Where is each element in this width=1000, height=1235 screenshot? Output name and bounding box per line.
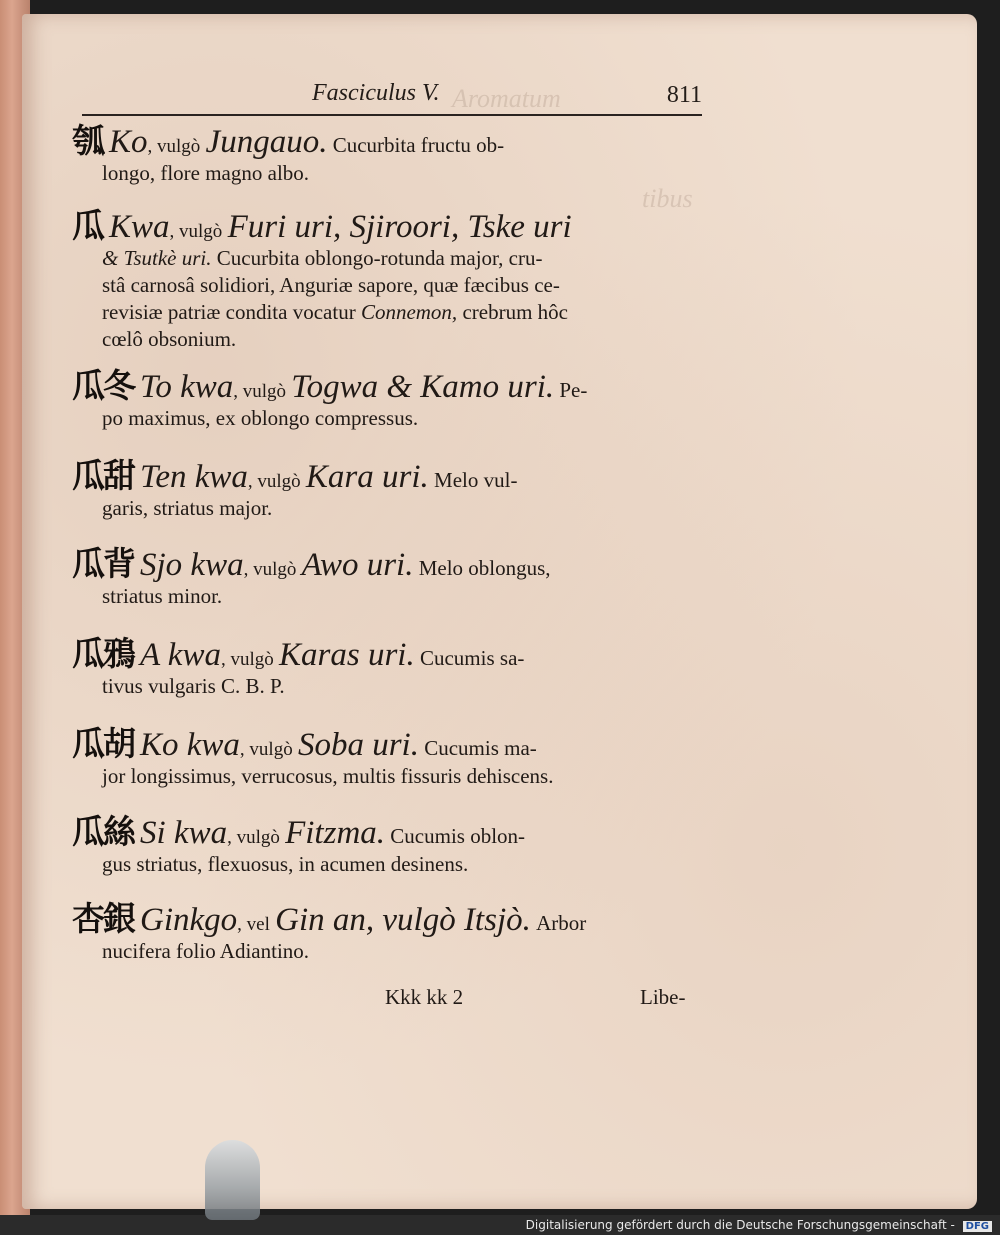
entry-ginkgo bbox=[72, 899, 712, 965]
description: crebrum hôc bbox=[462, 300, 568, 324]
kanji-glyphs: 瓜背 bbox=[72, 544, 134, 583]
vernacular-name: Jungauo. bbox=[205, 124, 328, 160]
book-page bbox=[22, 14, 977, 1209]
vernacular-name-cont: & Tsutkè uri. bbox=[102, 246, 212, 270]
description-line: stâ carnosâ solidiori, Anguriæ sapore, quæ fæcibus ce- bbox=[102, 273, 560, 297]
digitization-credit bbox=[526, 1218, 992, 1232]
entry-si-kwa bbox=[72, 812, 712, 878]
description: Cucumis sa- bbox=[419, 646, 525, 670]
description: Cucurbita fructu ob- bbox=[332, 133, 505, 157]
description: Cucurbita oblongo-rotunda major, cru- bbox=[216, 246, 543, 270]
description-line: nucifera folio Adiantino. bbox=[102, 939, 310, 963]
entry-ko bbox=[72, 121, 712, 187]
entry-name: Ten kwa bbox=[140, 459, 248, 495]
entry-a-kwa bbox=[72, 634, 712, 700]
vernacular-name: Furi uri, Sjiroori, Tske uri bbox=[227, 209, 572, 245]
running-header bbox=[82, 80, 702, 116]
vulgo-word: , vulgò bbox=[227, 827, 280, 848]
description-line: gus striatus, flexuosus, in acumen desinens. bbox=[102, 852, 469, 876]
show-through-text: Aromatum bbox=[452, 84, 561, 113]
vulgo-word: , vulgò bbox=[247, 471, 301, 492]
description-line: longo, flore magno albo. bbox=[102, 161, 310, 185]
kanji-glyphs: 瓜 bbox=[72, 206, 103, 245]
entry-sjo-kwa bbox=[72, 544, 712, 610]
vulgo-word: , vulgò bbox=[169, 221, 223, 242]
kanji-glyphs: 瓜胡 bbox=[72, 724, 134, 763]
entry-name: A kwa bbox=[140, 637, 221, 673]
kanji-glyphs: 瓜鴉 bbox=[72, 634, 134, 673]
kanji-glyphs: 瓜絲 bbox=[72, 812, 134, 851]
description: revisiæ patriæ condita vocatur bbox=[102, 300, 356, 324]
italic-term: Connemon, bbox=[360, 300, 458, 324]
catchword: Libe- bbox=[640, 985, 686, 1009]
kanji-glyphs: 瓜甜 bbox=[72, 456, 134, 495]
show-through-text: tibus bbox=[642, 184, 693, 213]
entry-name: Ko bbox=[109, 124, 148, 160]
description-line: cœlô obsonium. bbox=[102, 327, 237, 351]
vernacular-name: Gin an, vulgò Itsjò. bbox=[275, 902, 531, 938]
entry-name: To kwa bbox=[140, 369, 234, 405]
vernacular-name: Fitzma. bbox=[285, 815, 386, 851]
description: Melo vul- bbox=[434, 468, 518, 492]
entry-to-kwa bbox=[72, 366, 712, 432]
kanji-glyphs: 瓠 bbox=[72, 121, 103, 160]
book-clip bbox=[205, 1140, 260, 1220]
vulgo-word: , vulgò bbox=[220, 649, 274, 670]
vernacular-name: Togwa & Kamo uri. bbox=[291, 369, 555, 405]
entry-name: Kwa bbox=[109, 209, 170, 245]
entry-name: Sjo kwa bbox=[140, 547, 244, 583]
vulgo-word: , vulgò bbox=[243, 559, 297, 580]
kanji-glyphs: 杏銀 bbox=[72, 899, 134, 938]
page-number: 811 bbox=[666, 82, 702, 108]
description-line: po maximus, ex oblongo compressus. bbox=[102, 406, 419, 430]
vernacular-name: Soba uri. bbox=[297, 727, 419, 763]
vel-word: , vel bbox=[237, 914, 270, 935]
entry-name: Ko kwa bbox=[140, 727, 240, 763]
vulgo-word: , vulgò bbox=[147, 136, 201, 157]
entry-kwa bbox=[72, 206, 712, 353]
entry-name: Ginkgo bbox=[140, 902, 238, 938]
vernacular-name: Karas uri. bbox=[279, 637, 415, 673]
entry-ten-kwa bbox=[72, 456, 712, 522]
entry-name: Si kwa bbox=[140, 815, 228, 851]
running-title: Fasciculus V. bbox=[312, 80, 440, 106]
signature-mark: Kkk kk 2 bbox=[385, 985, 464, 1009]
description-line: jor longissimus, verrucosus, multis fissuris dehiscens. bbox=[102, 764, 554, 788]
credit-text: Digitalisierung gefördert durch die Deutsche Forschungsgemeinschaft - bbox=[525, 1218, 955, 1232]
description-line: striatus minor. bbox=[102, 584, 223, 608]
entry-ko-kwa bbox=[72, 724, 712, 790]
vernacular-name: Awo uri. bbox=[301, 547, 414, 583]
description: Melo oblongus, bbox=[418, 556, 551, 580]
description: Cucumis oblon- bbox=[390, 824, 526, 848]
vulgo-word: , vulgò bbox=[239, 739, 293, 760]
dfg-logo: DFG bbox=[963, 1221, 992, 1232]
vernacular-name: Kara uri. bbox=[305, 459, 429, 495]
description-line: garis, striatus major. bbox=[102, 496, 273, 520]
kanji-glyphs: 瓜冬 bbox=[72, 366, 134, 405]
description-line: tivus vulgaris C. B. P. bbox=[102, 674, 285, 698]
description: Cucumis ma- bbox=[424, 736, 537, 760]
description: Arbor bbox=[536, 911, 587, 935]
description: Pe- bbox=[559, 378, 588, 402]
vulgo-word: , vulgò bbox=[233, 381, 287, 402]
